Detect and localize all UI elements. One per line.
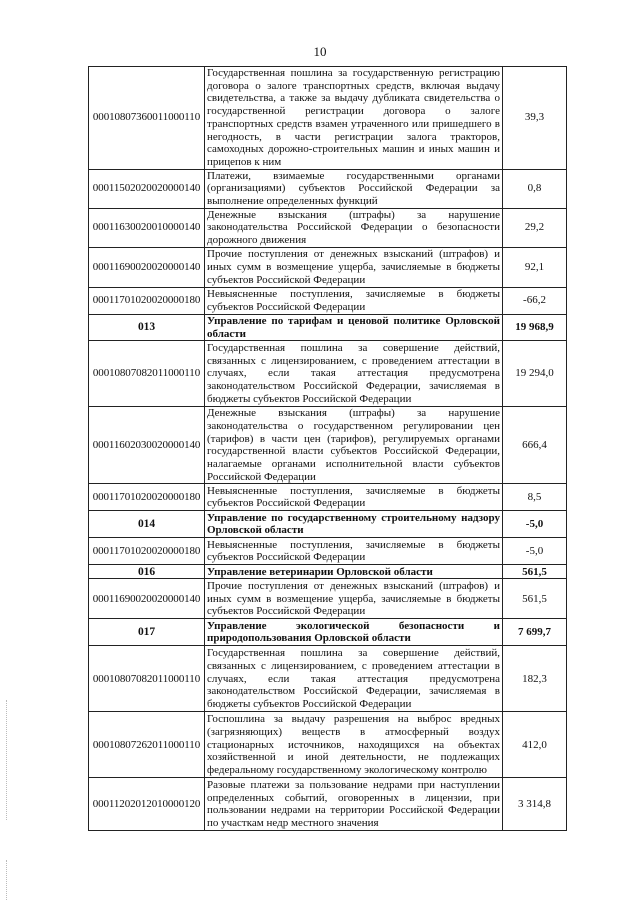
organization-total: 19 968,9 — [503, 314, 567, 340]
organization-total: 561,5 — [503, 565, 567, 579]
organization-code: 013 — [89, 314, 205, 340]
table-row — [89, 67, 567, 170]
revenue-description: Государственная пошлина за совершение действий, связанных с лицензированием, с проведением аттестации в случаях, если такая аттестация предусмотрена законодательством Российской Федерации, зачисляемая в бюджеты субъектов Российской Федерации — [205, 646, 503, 712]
revenue-code: 00011701020020000180 — [89, 484, 205, 511]
table-row — [89, 341, 567, 407]
organization-code: 014 — [89, 511, 205, 538]
revenue-code: 00011202012010000120 — [89, 778, 205, 831]
organization-name: Управление экологической безопасности и природопользования Орловской области — [205, 619, 503, 646]
table-row — [89, 646, 567, 712]
revenue-description: Невыясненные поступления, зачисляемые в бюджеты субъектов Российской Федерации — [205, 538, 503, 565]
revenue-amount: 39,3 — [503, 67, 567, 170]
organization-name: Управление по тарифам и ценовой политике Орловской области — [205, 314, 503, 340]
revenue-amount: 29,2 — [503, 208, 567, 247]
revenue-amount: 19 294,0 — [503, 341, 567, 407]
revenue-description: Госпошлина за выдачу разрешения на выброс вредных (загрязняющих) веществ в атмосферный воздух стационарных источников, находящихся на объектах хозяйственной и иной деятельности, не подлежащих федеральному государственному экологическому контролю — [205, 712, 503, 778]
table-row — [89, 169, 567, 208]
table-row — [89, 287, 567, 314]
revenue-code: 00010807082011000110 — [89, 341, 205, 407]
page-number: 10 — [313, 44, 327, 59]
organization-row — [89, 314, 567, 340]
revenue-code: 00010807082011000110 — [89, 646, 205, 712]
revenue-description: Разовые платежи за пользование недрами при наступлении определенных событий, оговоренных в лицензии, при пользовании недрами на территории Российской Федерации по участкам недр местного значения — [205, 778, 503, 831]
revenue-code: 00011602030020000140 — [89, 407, 205, 484]
revenue-description: Государственная пошлина за государственную регистрацию договора о залоге транспортных средств, включая выдачу свидетельства, а также за выдачу дубликата свидетельства о государственной регистрации договора о залоге транспортных средств взамен утраченного или пришедшего в негодность, в части регистрации залога тракторов, самоходных дорожно-строительных машин и иных машин и прицепов к ним — [205, 67, 503, 170]
table-row — [89, 712, 567, 778]
revenue-code: 00011630020010000140 — [89, 208, 205, 247]
revenue-code: 00011502020020000140 — [89, 169, 205, 208]
revenue-description: Платежи, взимаемые государственными органами (организациями) субъектов Российской Федерации за выполнение определенных функций — [205, 169, 503, 208]
revenue-description: Прочие поступления от денежных взысканий (штрафов) и иных сумм в возмещение ущерба, зачисляемые в бюджеты субъектов Российской Федерации — [205, 247, 503, 287]
revenue-amount: 3 314,8 — [503, 778, 567, 831]
scan-edge-marks — [6, 700, 9, 820]
revenue-code: 00010807262011000110 — [89, 712, 205, 778]
revenue-code: 00011701020020000180 — [89, 538, 205, 565]
revenue-amount: 561,5 — [503, 579, 567, 619]
organization-name: Управление по государственному строительному надзору Орловской области — [205, 511, 503, 538]
organization-row — [89, 565, 567, 579]
table-row — [89, 579, 567, 619]
revenue-amount: -66,2 — [503, 287, 567, 314]
revenue-description: Государственная пошлина за совершение действий, связанных с лицензированием, с проведением аттестации в случаях, если такая аттестация предусмотрена законодательством Российской Федерации, зачисляемая в бюджеты субъектов Российской Федерации — [205, 341, 503, 407]
organization-total: 7 699,7 — [503, 619, 567, 646]
table-row — [89, 407, 567, 484]
revenue-amount: 0,8 — [503, 169, 567, 208]
revenue-description: Денежные взыскания (штрафы) за нарушение законодательства о государственном регулировании цен (тарифов) в части цен (тарифов), регулируемых органами государственной власти субъектов Российской Федерации, налагаемые органами исполнительной власти субъектов Российской Федерации — [205, 407, 503, 484]
revenue-amount: 182,3 — [503, 646, 567, 712]
budget-revenue-table — [88, 66, 567, 831]
revenue-code: 00011690020020000140 — [89, 579, 205, 619]
table-row — [89, 538, 567, 565]
organization-total: -5,0 — [503, 511, 567, 538]
scan-edge-marks — [6, 860, 9, 900]
revenue-description: Невыясненные поступления, зачисляемые в бюджеты субъектов Российской Федерации — [205, 287, 503, 314]
revenue-description: Денежные взыскания (штрафы) за нарушение законодательства Российской Федерации о безопасности дорожного движения — [205, 208, 503, 247]
organization-code: 017 — [89, 619, 205, 646]
revenue-amount: -5,0 — [503, 538, 567, 565]
table-body — [89, 67, 567, 831]
organization-name: Управление ветеринарии Орловской области — [205, 565, 503, 579]
revenue-code: 00011701020020000180 — [89, 287, 205, 314]
organization-row — [89, 511, 567, 538]
revenue-description: Невыясненные поступления, зачисляемые в бюджеты субъектов Российской Федерации — [205, 484, 503, 511]
table-row — [89, 247, 567, 287]
organization-code: 016 — [89, 565, 205, 579]
revenue-amount: 92,1 — [503, 247, 567, 287]
revenue-amount: 666,4 — [503, 407, 567, 484]
organization-row — [89, 619, 567, 646]
revenue-amount: 8,5 — [503, 484, 567, 511]
table-row — [89, 778, 567, 831]
revenue-amount: 412,0 — [503, 712, 567, 778]
table-row — [89, 484, 567, 511]
revenue-code: 00010807360011000110 — [89, 67, 205, 170]
revenue-code: 00011690020020000140 — [89, 247, 205, 287]
table-row — [89, 208, 567, 247]
revenue-description: Прочие поступления от денежных взысканий (штрафов) и иных сумм в возмещение ущерба, зачисляемые в бюджеты субъектов Российской Федерации — [205, 579, 503, 619]
